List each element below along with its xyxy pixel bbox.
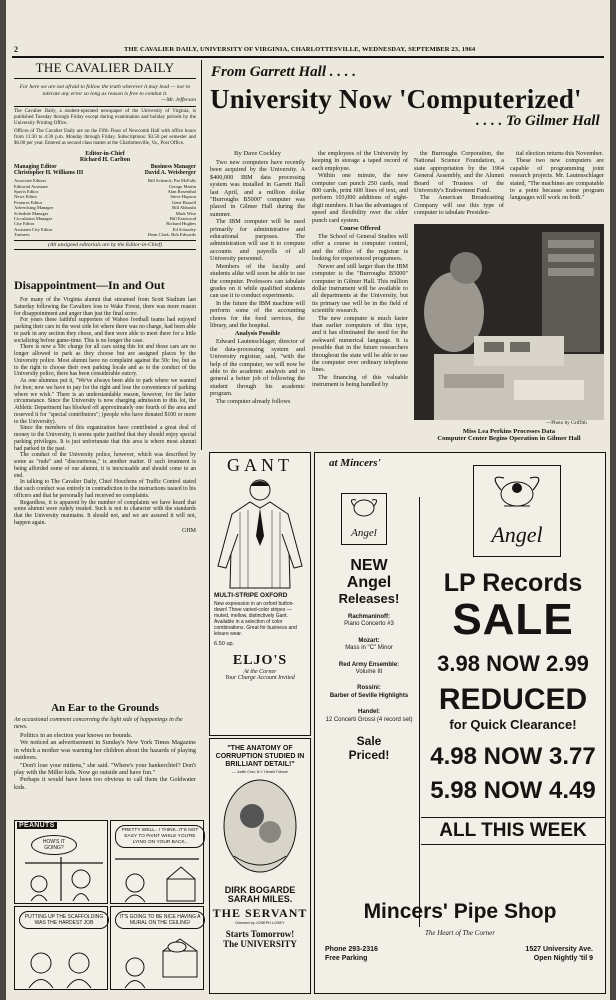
mincers-reduced: REDUCED [438, 683, 588, 716]
movie-quote-source: — Judith Crist, N.Y. Herald Tribune [232, 770, 288, 774]
comic-panel-3 [14, 906, 108, 990]
business-role: Business Manager [150, 164, 196, 171]
comic-title: PEANUTS [19, 822, 55, 829]
caption-line-1: Miss Lea Perkins Processes Data [462, 428, 556, 435]
mincers-all-week: ALL THIS WEEK [421, 817, 605, 845]
gant-line1: At the Corner [243, 669, 277, 675]
movie-title: THE SERVANT [212, 906, 308, 920]
comic-balloon-3: PUTTING UP THE SCAFFOLDING WAS THE HARDEST JOB [19, 911, 109, 929]
masthead-name: THE CAVALIER DAILY [14, 60, 196, 79]
newspaper-page [6, 0, 610, 1000]
mincers-sale-block [421, 569, 605, 845]
masthead [14, 60, 196, 250]
movie-stars: DIRK BOGARDE SARAH MILES. [224, 885, 296, 904]
angel-label-large: Angel [473, 465, 561, 557]
movie-quote: "THE ANATOMY OF CORRUPTION STUDIED IN BRILLIANT DETAIL!" [215, 745, 305, 768]
byline: By Dave Cockley [234, 150, 281, 157]
page-number: 2 [14, 45, 18, 54]
computer-photo [414, 224, 604, 420]
subhead-analysis: Analysis Possible [234, 330, 281, 338]
movie-director: Directed by JOSEPH LOSEY [235, 921, 285, 925]
masthead-motto-attr: —Mr. Jefferson [161, 97, 196, 104]
mincers-sale: SALE [452, 595, 574, 644]
mincers-phone-block: Phone 293-2316 Free Parking [325, 946, 378, 962]
computer-photo-art [414, 224, 604, 420]
mincers-clearance: for Quick Clearance! [449, 717, 577, 732]
caption-line-2: Computer Center Begins Operation in Gilmer Hall [437, 435, 581, 443]
peanuts-comic [14, 820, 204, 990]
gant-ad [209, 452, 311, 736]
mincers-lp: LP Records [443, 569, 583, 597]
gant-store: ELJO'S [232, 653, 288, 668]
managing-role: Managing Editor [14, 164, 57, 171]
subhead-course: Course Offered [339, 225, 381, 233]
business-name: David A. Weisberger [144, 170, 196, 177]
grounds-title: An Ear to the Grounds [51, 702, 159, 714]
movie-poster-art [210, 776, 310, 886]
mincers-price-3: 5.98 NOW 4.49 [430, 777, 596, 804]
grounds-subtitle: An occasional comment concerning the light side of happenings in the news. [14, 717, 183, 730]
editor-name: Richard H. Carlton [79, 157, 131, 164]
comic-art-4 [111, 933, 203, 989]
mincers-shop: Mincers' Pipe Shop [363, 900, 557, 923]
gant-shirt-illustration [210, 476, 310, 590]
comic-panel-2 [110, 820, 204, 904]
angel-icon-small [342, 494, 386, 522]
staff-names: Bill Schenck, Pat McFalls George Martin Alan Rosenthal Steve Hopson Gene Brazell Bill Abbouhi Mark Wise Bill Eastwood Richard Hughes Ed Schooley Dean Clark, Bob Edwards [147, 178, 196, 238]
story-col-1: By Dave Cockley Two new computers have recently been acquired by the University. A $400,000 IBM data processing system was installed in Garrett Hall last April, and a million dollar "Burroughs B5000" computer was placed in Gilmer Hall during the summer. The IBM computer will be used primarily for administrative and educational purposes. The administration will use it to compute accounts and payrolls of all University personnel. Members of the faculty and students alike will soon be able to use the computer. Professors can tabulate grades on it while qualified students can use it to conduct experiments. In the future the IBM machine will perform some of the accounting chores for the food services, the library, and the hospital. Analysis Possible Edward Lautenschlager, director of the data-processing system and University registrar, said, "with the help of the computer, we will now be able to do academic analysis and in general a better job of following the student through his academic program. The computer already follows [210, 150, 305, 405]
mincers-price-1: 3.98 NOW 2.99 [437, 651, 589, 676]
movie-starts: Starts Tomorrow! [225, 929, 295, 939]
managing-name: Christopher H. Williams III [14, 170, 84, 177]
editorial: Disappointment—In and Out For many of the Virginia alumni that streamed from Scott Stadium last Saturday following the Cavaliers loss to Wake Forest, there was more reason for disappointment and anger than just the final score. For years these faithful supporters of Wahoo football teams had enjoyed parking their cars in the west side lot where there was no charge, had been able to park in any section they chose, and then were able to meet there for a little socializing before game-time. This is no longer the case. There is now a 50c charge for all cars using this lot and those cars are no longer allowed to park as they choose but are assigned places by the University police. Most alumni have no complaint against the 50c fee, but as to the right to choose their own parking locale and as to the conduct of the University police, there has been considerable outcry. As one alumnus put it, "We've always been able to park where we wanted for free; now we have to pay for the right and lose the convenience of parking where we wish." There is an understandable reason, however, for the latter circumstance. Since the University is now charging admission to this lot, the Athletic Department has blocked off approximately one fourth of the area and reserved it for "special contributors"; (people who have donated $100 or more to the University). Since the members of this organization have contributed a great deal of money to the University, it seems quite justified that they should enjoy special parking privileges. It is just unfortunate that this area is where most alumni had parked in the past. The conduct of the University police, however, which was described by some as "rude" and "discourteous," is another matter. If such treatment is being afforded some of our alumni, it is inexcusable and should come to an end. In talking to The Cavalier Daily, Chief Houchens of Traffic Control stated that such conduct was entirely in contradiction to the instructions issued to his officers and that he personally had received no complaints. Regardless, it is apparent by the number of complaints we have heard that some alumni were rudely treated. Such is not in character with the standards that the University maintains. It should not, and we are assured it will not, happen again. GHM [14, 278, 196, 534]
editorial-signature: GHM [181, 527, 196, 534]
mincers-heart: The Heart of The Corner [425, 929, 495, 937]
gant-price: 6.50 up. [214, 641, 235, 647]
kicker-right: . . . . To Gilmer Hall [476, 113, 600, 129]
mincers-new-releases: NEW Angel Releases! Rachmaninoff: Piano Concerto #3 Mozart: Mass in "C" Minor Red Army Ensemble: Volume III Rossini: Barber of Seville Highlights Handel: 12 Concerti Grossi (4 record set) Sale Priced! [325, 557, 413, 763]
staff-roles: Associate Editors Editorial Assistant Sports Editor News Editor Features Editor Advertising Manager Schedule Manager Circulation Manager City Editor Assistant City Editor Trainees [14, 178, 54, 238]
story-col-3: the Burroughs Corporation, the National Science Foundation, a state appropriation by the 1964 General Assembly, and the Alumni Board of Trustees of the University's Endowment Fund. The American Broadcasting Company will use this type of computer to tabulate Presiden- [414, 150, 504, 217]
editorial-title: Disappointment—In and Out [14, 278, 165, 292]
photo-caption [414, 428, 604, 443]
movie-theater: The UNIVERSITY [223, 939, 297, 949]
comic-art-2 [111, 855, 203, 903]
comic-art-1 [15, 851, 107, 903]
mincers-top: at Mincers' [329, 457, 381, 469]
gant-brand: GANT [227, 455, 293, 475]
masthead-offices: Offices of The Cavalier Daily are on the Fifth Floor of Newcomb Hall with office hours from 11:30 to 4:30 p.m. Monday through Friday. Subscriptions: $3.50 per semester and $6.00 per year. Entered as second class matter at the Charlottesville, Va., Post Office. [14, 129, 196, 147]
gant-product: MULTI-STRIPE OXFORD [214, 592, 288, 599]
editorial-note: (All unsigned editorials are by the Editor-in-Chief) [14, 240, 196, 250]
mincers-ad [314, 452, 606, 994]
story-col-2: the employees of the University by keeping in storage a taped record of each employee. Within one minute, the new computer can punch 250 cards, read 800 cards, print 600 lines of text, and perform 103,000 additions of eight-digit numbers. It has the advantages of speed and flexibility over the older punch card system. Course Offered The School of General Studies will offer a course in computer control, and the office of the registrar is looking for experienced programers. Newer and still larger than the IBM computer is the "Burroughs B5000" computer in Gilmer Hall. This million dollar instrument will be available to all departments at the University, but its primary use will be in the field of scientific research. The new computer is much faster than earlier computers of this type, and it has eliminated the need for the awkward numerical language. It is possible that in the future researchers throughout the state will be able to use the computer over ordinary telephone lines. The financing of this valuable instrument is being handled by [312, 150, 408, 389]
editor-role: Editor-in-Chief [85, 151, 125, 158]
masthead-intro: The Cavalier Daily, a student-operated newspaper of the University of Virginia, is published Tuesday through Friday except during examination and holiday periods by the University Printing Office. [14, 106, 196, 127]
headline: University Now 'Computerized' [210, 84, 582, 114]
comic-panel-1 [14, 820, 108, 904]
comic-balloon-1: HOW'S IT GOING? [31, 835, 77, 855]
ear-to-grounds: An Ear to the Grounds An occasional comment concerning the light side of happenings in the news. Politics in an election year knows no bounds. We noticed an advertisement in Sunday's New York Times Magazine in which a mother was warning her children about the hazards of playing outdoors. "Don't lose your mittens," she said. "Where's your hankerchief? Don't play with the Miller kids. Now go outside and have fun." Perhaps it would have been too obvious to call them the Goldwater kids. [14, 702, 196, 791]
story-col-4: tial election returns this November. These two new computers are capable of programming joint research projects. Mr. Lautenschlager stated, "The machines are compatable to a point because some program languages will work on both." [510, 150, 604, 202]
movie-ad [209, 738, 311, 994]
comic-art-3 [15, 933, 107, 989]
comic-balloon-2: PRETTY WELL.. I THINK..IT'S NOT EASY TO PAINT WHILE YOU'RE LYING ON YOUR BACK.. [115, 825, 205, 848]
kicker-left: From Garrett Hall . . . . [211, 64, 357, 80]
masthead-motto: For here we are not afraid to follow the truth wherever it may lead — nor to tolerate any error so long as reason is free to combat it. [19, 84, 191, 97]
mincers-address-block: 1527 University Ave. Open Nightly 'til 9 [525, 946, 593, 962]
gant-copy: New expression in an oxford button-down! Three varied-color stripes — muted, mellow, distinctively Gant. Available in a selection of color combinations. Great for business and leisure wear. [214, 601, 297, 637]
angel-icon-large [474, 466, 560, 518]
comic-panel-4 [110, 906, 204, 990]
running-head: THE CAVALIER DAILY, UNIVERSITY OF VIRGINIA, CHARLOTTESVILLE, WEDNESDAY, SEPTEMBER 23, 1964 [124, 46, 476, 53]
mincers-price-2: 4.98 NOW 3.77 [430, 743, 596, 770]
photo-credit: —Photo by Griffith [546, 420, 587, 426]
gant-line2: Your Charge Account Invited [225, 675, 295, 681]
comic-balloon-4: IT'S GOING TO BE NICE HAVING A MURAL ON THE CEILING! [115, 911, 205, 929]
angel-label-small: Angel [341, 493, 387, 545]
